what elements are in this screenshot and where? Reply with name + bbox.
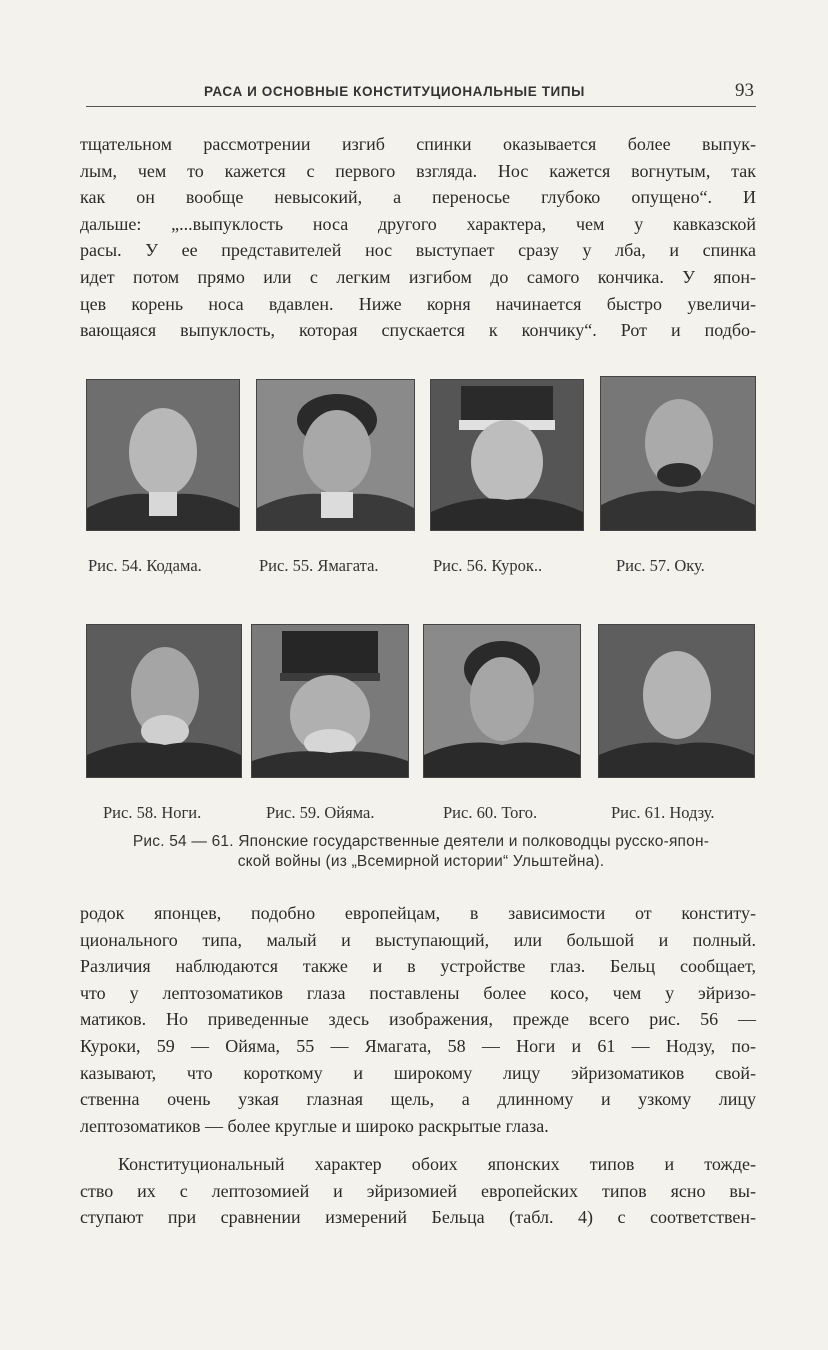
figure-group-caption-line: ской войны (из „Всемирной истории“ Ульштейна). (237, 853, 605, 870)
portrait-image (601, 377, 755, 530)
portrait-image (252, 625, 408, 777)
portrait-image (87, 380, 239, 530)
portrait-photo-togo (423, 624, 581, 778)
figure-group-caption-line: Рис. 54 — 61. Японские государственные деятели и полководцы русско-япон- (132, 833, 710, 850)
figure-caption-54: Рис. 54. Кодама. (88, 556, 202, 575)
portrait-photo-yamagata (256, 379, 415, 531)
portrait-image (87, 625, 241, 777)
text-line: что у лептозоматиков глаза поставлены более косо, чем у эйризо- (80, 982, 756, 1003)
text-line: казывают, что короткому и широкому лицу эйризоматиков свой- (80, 1062, 756, 1083)
portrait-photo-kodama (86, 379, 240, 531)
text-line: ство их с лептозомией и эйризомией европейских типов ясно вы- (80, 1180, 756, 1201)
text-line: лым, чем то кажется с первого взгляда. Нос кажется вогнутым, так (80, 160, 756, 181)
portrait-photo-oyama (251, 624, 409, 778)
running-header (86, 80, 756, 107)
text-line: вающаяся выпуклость, которая спускается к кончику“. Рот и подбо- (80, 320, 756, 341)
figure-caption-59: Рис. 59. Ойяма. (266, 803, 375, 822)
portrait-photo-nodzu (598, 624, 755, 778)
figure-caption-60: Рис. 60. Того. (443, 803, 538, 822)
text-line: Конституциональный характер обоих японских типов и тожде- (118, 1154, 756, 1174)
portrait-photo-kuroki (430, 379, 584, 531)
text-line: ственна очень узкая глазная щель, а длинному и узкому лицу (80, 1089, 756, 1110)
figure-caption-58: Рис. 58. Ноги. (103, 803, 202, 822)
text-line: цев корень носа вдавлен. Ниже корня начинается быстро увеличи- (80, 293, 756, 314)
portrait-image (599, 625, 754, 777)
portrait-image (424, 625, 580, 777)
portrait-photo-nogi (86, 624, 242, 778)
figure-caption-61: Рис. 61. Нодзу. (611, 803, 715, 822)
figure-caption-57: Рис. 57. Оку. (616, 556, 705, 575)
figure-group-caption (86, 832, 756, 872)
text-line: расы. У ее представителей нос выступает сразу у лба, и спинка (80, 240, 756, 261)
text-line: Куроки, 59 — Ойяма, 55 — Ямагата, 58 — Ноги и 61 — Нодзу, по- (80, 1035, 756, 1056)
running-title: РАСА И ОСНОВНЫЕ КОНСТИТУЦИОНАЛЬНЫЕ ТИПЫ (204, 84, 585, 99)
text-line: как он вообще невысокий, а переносье глубоко опущено“. И (80, 187, 756, 208)
text-line: ционального типа, малый и выступающий, или большой и полный. (80, 929, 756, 950)
page-number: 93 (735, 80, 754, 101)
text-line: лептозоматиков — более круглые и широко раскрытые глаза. (80, 1115, 549, 1136)
text-line: матиков. Но приведенные здесь изображения, прежде всего рис. 56 — (80, 1009, 756, 1030)
figure-caption-56: Рис. 56. Курок.. (433, 556, 543, 575)
text-line: тщательном рассмотрении изгиб спинки оказывается более выпук- (80, 134, 756, 154)
paragraph-3 (80, 1151, 756, 1231)
text-line: родок японцев, подобно европейцам, в зависимости от конститу- (80, 903, 756, 923)
text-line: Различия наблюдаются также и в устройстве глаз. Бельц сообщает, (80, 956, 756, 977)
text-line: дальше: „...выпуклость носа другого характера, чем у кавказской (80, 213, 756, 234)
portrait-image (257, 380, 414, 530)
portrait-photo-oku (600, 376, 756, 531)
portrait-image (431, 380, 583, 530)
paragraph-2 (80, 900, 756, 1139)
text-line: идет потом прямо или с легким изгибом до самого кончика. У япон- (80, 266, 756, 287)
text-line: ступают при сравнении измерений Бельца (табл. 4) с соответствен- (80, 1207, 756, 1228)
figure-caption-55: Рис. 55. Ямагата. (259, 556, 379, 575)
paragraph-1 (80, 131, 756, 344)
